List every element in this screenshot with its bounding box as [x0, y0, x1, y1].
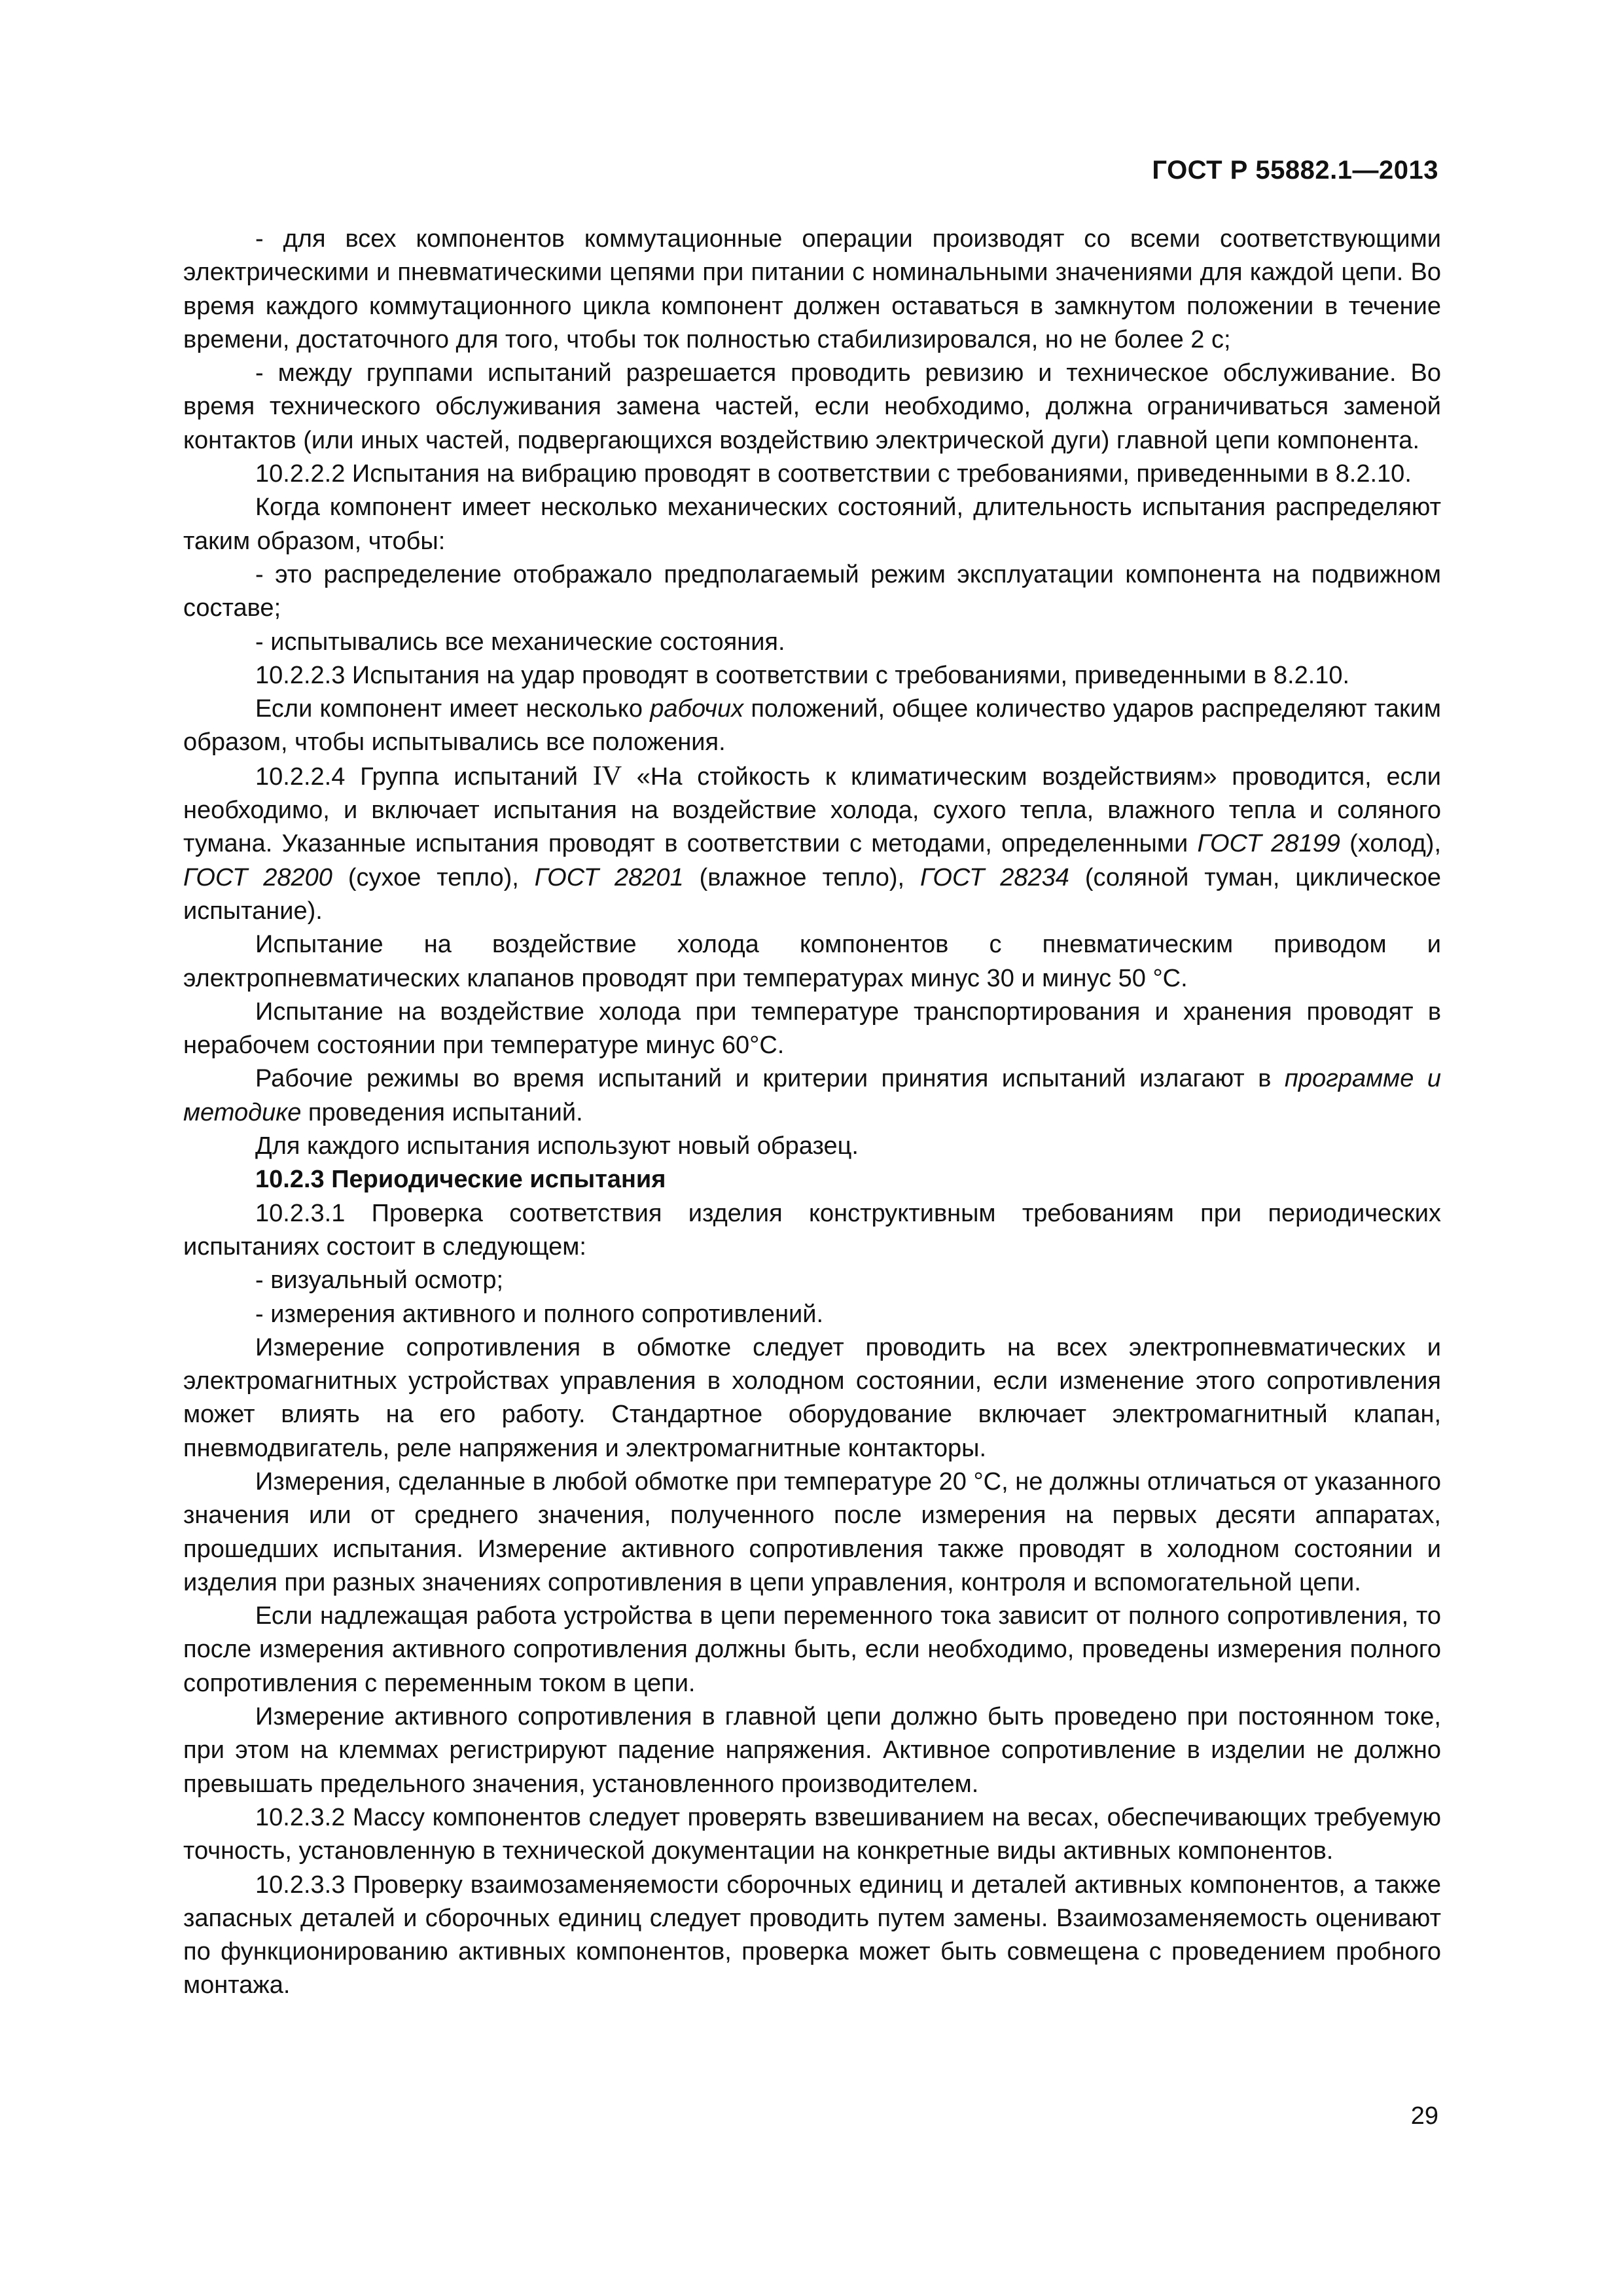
- section-heading: [183, 1163, 1441, 1196]
- paragraph: 10.2.2.3 Испытания на удар проводят в соответствии с требованиями, приведенными в 8.2.10.: [255, 661, 1350, 689]
- paragraph: Испытание на воздействие холода компонентов с пневматическим приводом и электропневматических клапанов проводят при температурах минус 30 и минус 50 °С.: [183, 931, 1441, 992]
- text-run: Если компонент имеет несколько: [255, 695, 651, 723]
- text-run: (холод),: [1340, 830, 1441, 858]
- emphasis: программе и методике: [183, 1065, 1441, 1126]
- paragraph: Для каждого испытания используют новый образец.: [255, 1132, 859, 1160]
- paragraph: - для всех компонентов коммутационные операции производят со всеми соответствующими электрическими и пневматическими цепями при питании с номинальными значениями для каждой цепи. Во время каждого коммутационного цикла компонент должен оставаться в замкнутом положении в течение времени, достаточного для того, чтобы ток полностью стабилизировался, но не более 2 с;: [183, 225, 1441, 353]
- text-run: 10.2.2.4 Группа испытаний: [255, 762, 593, 791]
- page-number: 29: [1410, 2102, 1438, 2130]
- paragraph: [183, 760, 1441, 928]
- paragraph: 10.2.3.1 Проверка соответствия изделия конструктивным требованиям при периодических испытаниях состоит в следующем:: [183, 1199, 1441, 1261]
- paragraph: - между группами испытаний разрешается проводить ревизию и техническое обслуживание. Во время технического обслуживания замена частей, если необходимо, должна ограничиваться заменой контактов (или иных частей, подвергающихся воздействию электрической дуги) главной цепи компонента.: [183, 359, 1441, 454]
- paragraph: [183, 1062, 1441, 1130]
- paragraph: Если надлежащая работа устройства в цепи переменного тока зависит от полного сопротивления, то после измерения активного сопротивления должны быть, если необходимо, проведены измерения полного сопротивления с переменным током в цепи.: [183, 1602, 1441, 1697]
- document-code: ГОСТ Р 55882.1—2013: [1152, 156, 1438, 185]
- section-title: Периодические испытания: [331, 1166, 666, 1194]
- paragraph: - испытывались все механические состояния.: [255, 628, 785, 656]
- paragraph: Испытание на воздействие холода при температуре транспортирования и хранения проводят в нерабочем состоянии при температуре минус 60°С.: [183, 997, 1441, 1060]
- paragraph: 10.2.3.3 Проверку взаимозаменяемости сборочных единиц и деталей активных компонентов, а также запасных деталей и сборочных единиц следует проводить путем замены. Взаимозаменяемость оценивают по функционированию активных компонентов, проверка может быть совмещена с проведением пробного монтажа.: [183, 1871, 1441, 2000]
- standard-reference: ГОСТ 28234: [919, 863, 1069, 891]
- paragraph: 10.2.2.2 Испытания на вибрацию проводят в соответствии с требованиями, приведенными в 8.2.10.: [255, 460, 1412, 488]
- roman-numeral: IV: [592, 761, 622, 791]
- emphasis: рабочих: [650, 695, 744, 723]
- paragraph: Когда компонент имеет несколько механических состояний, длительность испытания распределяют таким образом, чтобы:: [183, 493, 1441, 555]
- standard-reference: ГОСТ 28199: [1197, 830, 1340, 858]
- text-run: положений, общее количество ударов распределяют таким образом, чтобы испытывались все положения.: [183, 695, 1442, 757]
- paragraph: - это распределение отображало предполагаемый режим эксплуатации компонента на подвижном составе;: [183, 560, 1441, 622]
- paragraph: Измерение активного сопротивления в главной цепи должно быть проведено при постоянном токе, при этом на клеммах регистрируют падение напряжения. Активное сопротивление в изделии не должно превышать предельного значения, установленного производителем.: [183, 1703, 1441, 1798]
- text-run: Рабочие режимы во время испытаний и критерии принятия испытаний излагают в: [255, 1065, 1285, 1093]
- paragraph: [183, 692, 1441, 760]
- section-number: 10.2.3: [255, 1166, 325, 1194]
- text-run: (сухое тепло),: [332, 863, 535, 891]
- paragraph: Измерение сопротивления в обмотке следует проводить на всех электропневматических и электромагнитных устройствах управления в холодном состоянии, если изменение этого сопротивления может влиять на его работу. Стандартное оборудование включает электромагнитный клапан, пневмодвигатель, реле напряжения и электромагнитные контакторы.: [183, 1333, 1441, 1462]
- text-run: «На стойкость к климатическим воздействиям» проводится, если необходимо, и включает испытания на воздействие холода, сухого тепла, влажного тепла и соляного тумана. Указанные испытания проводят в соответствии с методами, определенными: [183, 762, 1441, 858]
- text-run: (влажное тепло),: [683, 863, 920, 891]
- standard-reference: ГОСТ 28201: [534, 863, 684, 891]
- paragraph: Измерения, сделанные в любой обмотке при температуре 20 °С, не должны отличаться от указанного значения или от среднего значения, полученного после измерения на первых десяти аппаратах, прошедших испытания. Измерение активного сопротивления также проводят в холодном состоянии и изделия при разных значениях сопротивления в цепи управления, контроля и вспомогательной цепи.: [183, 1467, 1441, 1596]
- paragraph: - визуальный осмотр;: [255, 1266, 504, 1295]
- standard-reference: ГОСТ 28200: [183, 863, 332, 891]
- text-run: проведения испытаний.: [301, 1098, 583, 1126]
- page-body: [183, 223, 1441, 2003]
- paragraph: 10.2.3.2 Массу компонентов следует проверять взвешиванием на весах, обеспечивающих требуемую точность, установленную в технической документации на конкретные виды активных компонентов.: [183, 1803, 1441, 1865]
- text-run: (соляной туман, циклическое испытание).: [183, 863, 1441, 925]
- paragraph: - измерения активного и полного сопротивлений.: [255, 1300, 824, 1328]
